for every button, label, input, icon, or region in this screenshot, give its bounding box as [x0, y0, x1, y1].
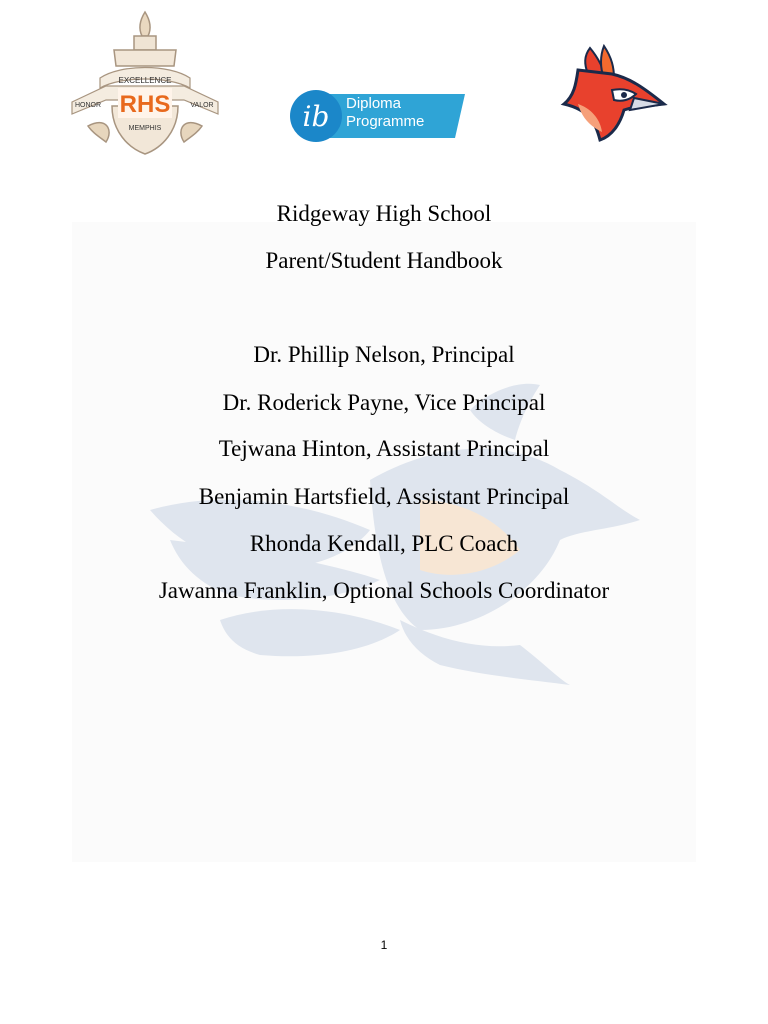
- crest-motto-middle: EXCELLENCE: [118, 76, 172, 85]
- ib-line-2: Programme: [346, 113, 425, 130]
- staff-line: Tejwana Hinton, Assistant Principal: [218, 436, 550, 461]
- staff-line: Rhonda Kendall, PLC Coach: [249, 531, 519, 556]
- staff-line: Dr. Phillip Nelson, Principal: [253, 342, 515, 367]
- crest-city: MEMPHIS: [128, 125, 162, 132]
- crest-letters: RHS: [119, 91, 171, 118]
- ib-line-1: Diploma: [346, 95, 402, 112]
- ib-mark: ib: [302, 100, 330, 133]
- ib-diploma-programme-logo: [289, 88, 467, 144]
- page-number: 1: [380, 938, 388, 952]
- rhs-crest-logo-icon: [66, 6, 224, 158]
- staff-line: Benjamin Hartsfield, Assistant Principal: [198, 484, 570, 509]
- crest-motto-right: VALOR: [190, 102, 214, 109]
- roadrunner-mascot-icon: [560, 44, 670, 144]
- staff-line: Dr. Roderick Payne, Vice Principal: [222, 390, 546, 415]
- crest-motto-left: HONOR: [74, 102, 102, 109]
- staff-line: Jawanna Franklin, Optional Schools Coordinator: [158, 578, 610, 603]
- handbook-title: Parent/Student Handbook: [265, 248, 503, 273]
- school-name: Ridgeway High School: [276, 201, 492, 226]
